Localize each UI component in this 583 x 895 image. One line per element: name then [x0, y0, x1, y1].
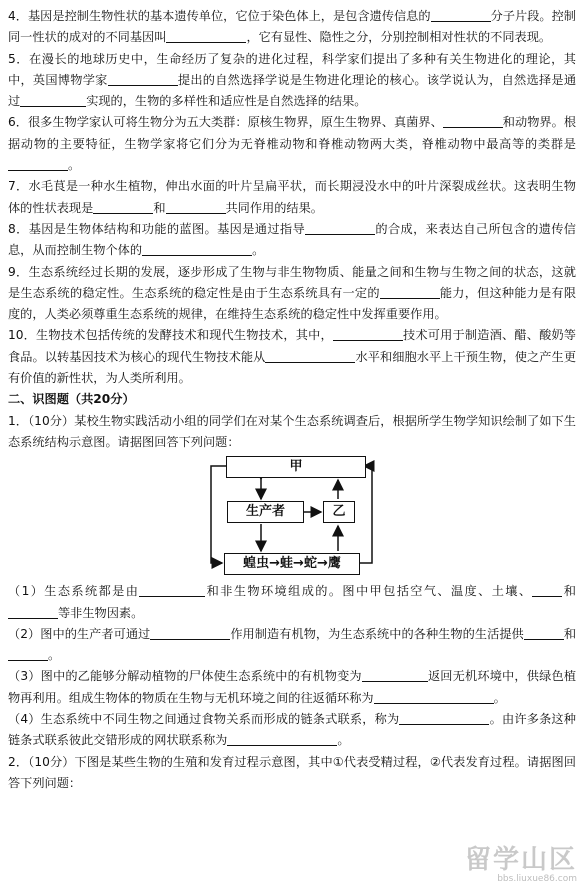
blank[interactable]	[431, 7, 491, 22]
blank[interactable]	[305, 220, 375, 235]
blank[interactable]	[8, 604, 58, 619]
loop-right	[360, 466, 372, 563]
blank[interactable]	[139, 582, 205, 597]
question-10: 10．生物技术包括传统的发酵技术和现代生物技术，其中， 技术可用于制造酒、醋、酸奶等食品。以转基因技术为核心的现代生物技术能从 水平和细胞水平上干预生物，使之产生更有价值的新性状，为人类所利用。	[8, 328, 577, 386]
blank[interactable]	[108, 71, 178, 86]
blank[interactable]	[166, 28, 246, 43]
watermark-logo	[465, 846, 577, 885]
blank[interactable]	[532, 582, 562, 597]
blank[interactable]	[8, 156, 68, 171]
blank[interactable]	[362, 667, 428, 682]
box-jia: 甲	[226, 456, 366, 478]
blank[interactable]	[142, 241, 252, 256]
subquestion-1: （1）生态系统都是由 和非生物环境组成的。图中甲包括空气、温度、土壤、 和等非生物因素。	[8, 584, 576, 620]
figure-question-1: 1．（10分）某校生物实践活动小组的同学们在对某个生态系统调查后，根据所学生物学知识绘制了如下生态系统结构示意图。请据图回答下列问题：	[8, 413, 576, 449]
question-7: 7．水毛茛是一种水生植物，伸出水面的叶片呈扁平状，而长期浸没水中的叶片深裂成丝状。这表明生物体的性状表现是 和 共同作用的结果。	[8, 179, 576, 215]
subquestion-4: （4）生态系统中不同生物之间通过食物关系而形成的链条式联系，称为 。由许多条这种链条式联系彼此交错形成的网状联系称为 。	[8, 712, 576, 748]
question-8: 8．基因是生物体结构和功能的蓝图。基因是通过指导 的合成，来表达自己所包含的遗传信息，从而控制生物个体的 。	[8, 221, 576, 258]
blank[interactable]	[333, 326, 403, 341]
section-heading: 二、识图题（共20分）	[8, 392, 135, 407]
loop-left	[211, 466, 226, 563]
subquestion-3: （3）图中的乙能够分解动植物的尸体使生态系统中的有机物变为 返回无机环境中，供绿色植物再利用。组成生物体的物质在生物与无机环境之间的往返循环称为 。	[8, 669, 577, 705]
blank[interactable]	[150, 625, 230, 640]
question-9: 9．生态系统经过长期的发展，逐步形成了生物与非生物物质、能量之间和生物与生物之间的状态，这就是生态系统的稳定性。生态系统的稳定性是由于生态系统具有一定的 能力，但这种能力是有限度的，人类必须尊重生态系统的规律，在维持生态系统的稳定性中发挥重要作用。	[8, 264, 577, 322]
blank[interactable]	[166, 199, 226, 214]
question-4: 4．基因是控制生物性状的基本遗传单位，它位于染色体上，是包含遗传信息的 分子片段。控制同一性状的成对的不同基因叫 ，它有显性、隐性之分，分别控制相对性状的不同表现。	[8, 9, 576, 45]
document-page	[8, 6, 576, 794]
box-producer: 生产者	[227, 501, 304, 523]
ecosystem-diagram	[8, 455, 576, 577]
blank[interactable]	[93, 199, 153, 214]
watermark-url: bbs.liuxue86.com	[497, 874, 577, 884]
blank[interactable]	[374, 689, 494, 704]
subquestion-2: （2）图中的生产者可通过 作用制造有机物，为生态系统中的各种生物的生活提供 和。	[8, 626, 577, 663]
blank[interactable]	[443, 113, 503, 128]
blank[interactable]	[265, 348, 355, 363]
blank[interactable]	[524, 625, 564, 640]
blank[interactable]	[20, 92, 86, 107]
blank[interactable]	[399, 710, 489, 725]
blank[interactable]	[380, 284, 440, 299]
blank[interactable]	[227, 731, 337, 746]
box-yi: 乙	[323, 501, 355, 523]
box-food-chain: 蝗虫→蛙→蛇→鹰	[224, 553, 360, 575]
watermark-text: 留学山区	[464, 845, 577, 875]
question-6: 6．很多生物学家认可将生物分为五大类群：原核生物界，原生生物界、真菌界、 和动物界。根据动物的主要特征，生物学家将它们分为无脊椎动物和脊椎动物两大类，脊椎动物中最高等的类群是。	[8, 115, 577, 173]
blank[interactable]	[8, 646, 48, 661]
question-5: 5．在漫长的地球历史中，生命经历了复杂的进化过程，科学家们提出了多种有关生物进化的理论，其中，英国博物学家 提出的自然选择学说是生物进化理论的核心。该学说认为，自然选择是通过 实现的，生物的多样性和适应性是自然选择的结果。	[8, 51, 577, 109]
figure-question-2: 2．（10分）下图是某些生物的生殖和发育过程示意图，其中①代表受精过程，②代表发育过程。请据图回答下列问题：	[8, 754, 576, 790]
